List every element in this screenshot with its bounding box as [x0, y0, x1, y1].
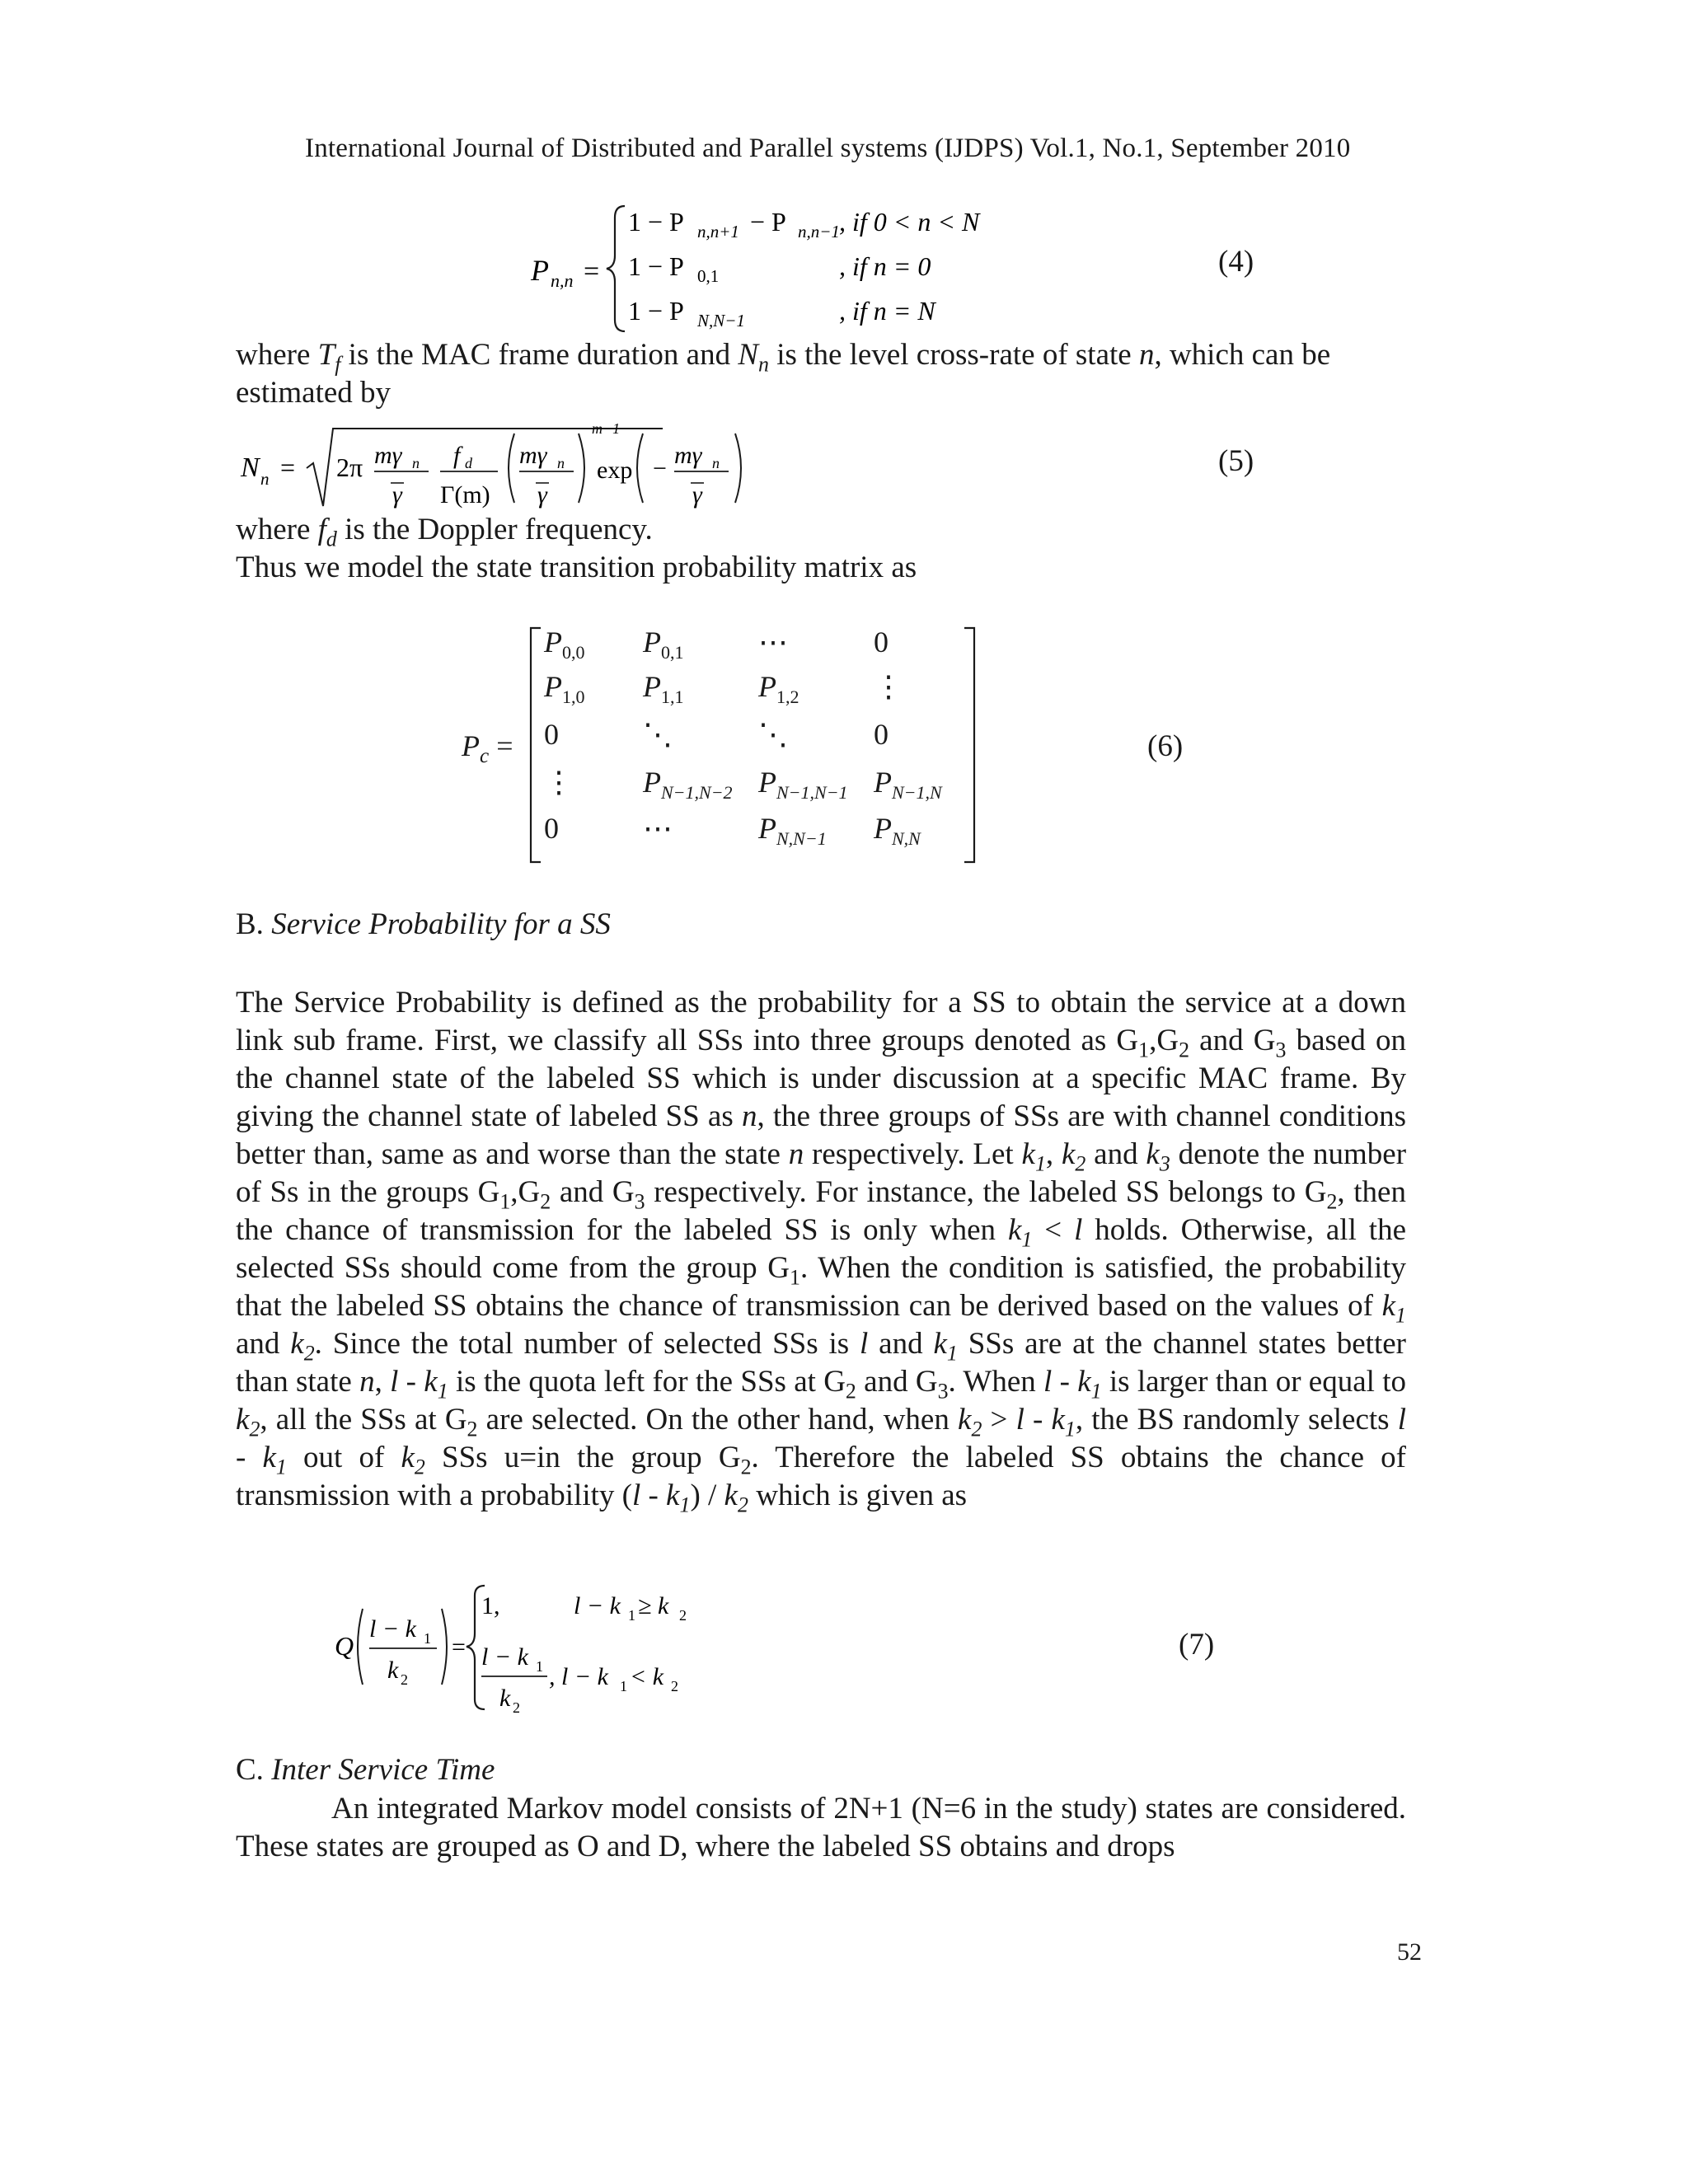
matrix-left-bracket [528, 625, 544, 865]
svg-text:l − k: l − k [369, 1615, 416, 1643]
svg-text:m−1: m−1 [592, 420, 621, 437]
equation-number-7: (7) [1179, 1628, 1215, 1661]
svg-text:mγ: mγ [374, 442, 402, 469]
matrix-entry: $P_{0,0}$ [544, 626, 585, 663]
matrix-entry: 0 [544, 718, 559, 751]
svg-text:1: 1 [628, 1607, 635, 1624]
eq4-case2: 1 − P [628, 251, 684, 281]
svg-text:mγ: mγ [519, 442, 547, 469]
svg-text:n: n [712, 455, 720, 471]
inter-service-paragraph: An integrated Markov model consists of 2N+1 (N=6 in the study) states are considered. These states are grouped as O and D, where the labeled SS obtains and drops [236, 1792, 1406, 1863]
eq4-case2-sub: 0,1 [697, 266, 720, 286]
svg-text:2π: 2π [336, 452, 363, 482]
svg-text:l − k: l − k [574, 1592, 621, 1619]
svg-text:, l − k: , l − k [549, 1663, 608, 1690]
svg-text:1,: 1, [481, 1592, 500, 1619]
svg-text:=: = [452, 1633, 466, 1661]
eq4-case3-cond: , if n = N [839, 296, 935, 326]
svg-text:≥ k: ≥ k [638, 1592, 669, 1619]
eq4-brace [607, 206, 625, 331]
svg-text:k: k [387, 1657, 399, 1684]
eq4-lhs-sub: n,n [551, 270, 574, 291]
svg-text:2: 2 [679, 1607, 687, 1624]
svg-text:=: = [280, 452, 296, 482]
svg-text:γ: γ [392, 481, 402, 509]
matrix-entry: $P_{N,N}$ [874, 812, 921, 850]
section-c-heading: C. Inter Service Time [236, 1753, 495, 1787]
matrix-entry: 0 [874, 626, 889, 658]
svg-text:Γ(m): Γ(m) [440, 481, 490, 509]
eq4-case3: 1 − P [628, 296, 684, 326]
svg-text:−: − [653, 455, 667, 482]
svg-text:l − k: l − k [481, 1643, 528, 1671]
eq4-case2-cond: , if n = 0 [839, 251, 931, 281]
matrix-entry: 0 [874, 718, 889, 751]
svg-text:2: 2 [671, 1678, 678, 1694]
matrix-entry: ⋯ [643, 812, 673, 845]
equation-6: $P_c$ = $P_{0,0}$ $P_{0,1}$ ⋯ 0 $P_{1,0}$ $P_{1,1}$ $P_{1,2}$ ⋮ 0 ⋱ ⋱ 0 ⋮ $P_{N-1,N-2}$ $P_{N-1,N-1}$ $P_{N-1,N}$ 0 ⋯ $P_{N,N-1}$ $P_{N,N}$ [462, 625, 989, 865]
matrix-entry: 0 [544, 812, 559, 845]
eq4-case1-cond: , if 0 < n < N [839, 207, 980, 237]
svg-text:k: k [499, 1685, 511, 1712]
running-header: International Journal of Distributed and Parallel systems (IJDPS) Vol.1, No.1, September 2010 [305, 134, 1351, 163]
page-number: 52 [1397, 1938, 1422, 1966]
svg-text:Q: Q [335, 1631, 354, 1661]
svg-text:n: n [412, 455, 420, 471]
matrix-entry: ⋮ [874, 670, 903, 703]
svg-text:1: 1 [620, 1678, 627, 1694]
eq4-case1-sub-a: n,n+1 [697, 222, 739, 241]
matrix-entry: ⋱ [758, 718, 788, 751]
section-b-heading: B. Service Probability for a SS [236, 907, 611, 941]
equation-number-6: (6) [1147, 729, 1184, 763]
eq4-equals: = [584, 256, 600, 287]
svg-text:d: d [465, 455, 472, 471]
eq4-case1: 1 − P [628, 207, 684, 237]
svg-text:2: 2 [513, 1699, 520, 1714]
eq4-case1-mid: − P [750, 207, 786, 237]
eq4-case3-sub: N,N−1 [697, 311, 745, 330]
matrix-entry: $P_{1,2}$ [758, 670, 799, 708]
svg-text:γ: γ [537, 481, 547, 509]
svg-text:1: 1 [424, 1630, 431, 1647]
matrix-entry: $P_{N-1,N-2}$ [643, 766, 733, 804]
svg-text:n: n [557, 455, 565, 471]
matrix-entry: $P_{0,1}$ [643, 626, 684, 663]
equation-number-4: (4) [1218, 245, 1254, 279]
eq4-case1-sub-b: n,n−1 [798, 222, 840, 241]
matrix-entry: $P_{1,1}$ [643, 670, 684, 708]
svg-text:γ: γ [692, 481, 702, 509]
svg-text:n: n [260, 469, 270, 489]
svg-text:2: 2 [401, 1671, 408, 1688]
matrix-entry: ⋮ [544, 766, 574, 799]
matrix-entry: $P_{1,0}$ [544, 670, 585, 708]
matrix-entry: $P_{N-1,N}$ [874, 766, 942, 804]
paragraph-fd: where $f_d$ is the Doppler frequency. Thus we model the state transition probability matrix as [236, 513, 917, 584]
equation-4 [519, 198, 981, 338]
eq4-lhs: P [531, 254, 549, 287]
svg-text:exp: exp [597, 457, 633, 484]
paragraph-tf: where $T_f$ is the MAC frame duration and $N_n$ is the level cross-rate of state n, which can be estimated by [236, 338, 1331, 410]
matrix-entry: ⋱ [643, 718, 673, 751]
equation-7 [330, 1582, 725, 1714]
matrix-entry: ⋯ [758, 626, 788, 658]
service-probability-paragraph: The Service Probability is defined as the probability for a SS to obtain the service at a down link sub frame. First, we classify all SSs into three groups denoted as $G_1,G_2$ and $G_3$ based on the channel state of the labeled SS which is under discussion at a specific MAC frame. By giving the channel state of labeled SS as n, the three groups of SSs are with channel conditions better than, same as and worse than the state n respectively. Let $k_1$, $k_2$ and $k_3$ denote the number of Ss in the groups $G_1,G_2$ and $G_3$ respectively. For instance, the labeled SS belongs to $G_2$, then the chance of transmission for the labeled SS is only when $k_1 < l$ holds. Otherwise, all the selected SSs should come from the group $G_1$. When the condition is satisfied, the probability that the labeled SS obtains the chance of transmission can be derived based on the values of $k_1$ and $k_2$. Since the total number of selected SSs is l and $k_1$ SSs are at the channel states better than state n, l - $k_1$ is the quota left for the SSs at $G_2$ and $G_3$. When l - $k_1$ is larger than or equal to $k_2$, all the SSs at $G_2$ are selected. On the other hand, when $k_2 > l - k_1$, the BS randomly selects l - $k_1$ out of $k_2$ SSs u=in the group $G_2$. Therefore the labeled SS obtains the chance of transmission with a probability $(l - k_1) / k_2$ which is given as [236, 986, 1407, 1517]
svg-text:N: N [241, 452, 260, 483]
svg-text:mγ: mγ [674, 442, 702, 469]
svg-text:< k: < k [630, 1663, 664, 1690]
matrix-entry: $P_{N-1,N-1}$ [758, 766, 848, 804]
svg-text:f: f [453, 442, 461, 469]
matrix-entry: $P_{N,N-1}$ [758, 812, 827, 850]
matrix-right-bracket [961, 625, 978, 865]
equation-5 [234, 417, 811, 513]
svg-text:1: 1 [536, 1658, 543, 1675]
equation-number-5: (5) [1218, 444, 1254, 478]
